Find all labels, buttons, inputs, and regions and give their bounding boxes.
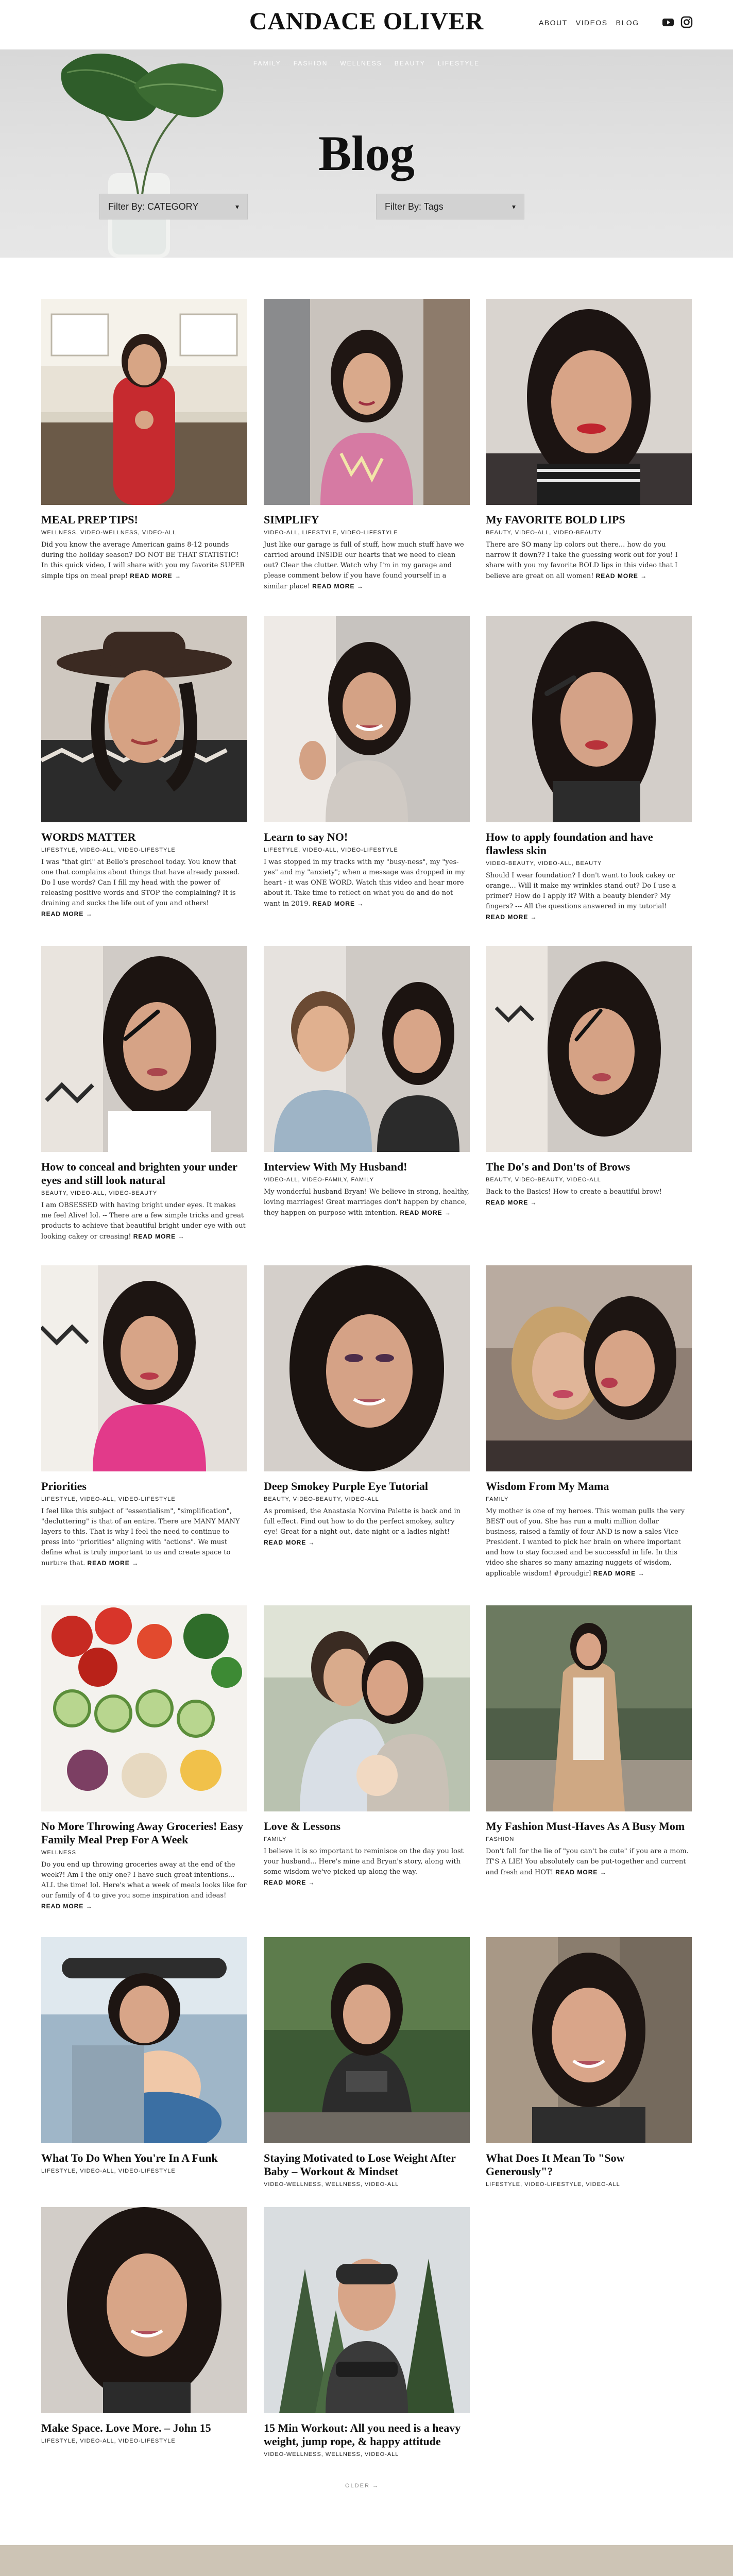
blog-post-card[interactable] — [41, 1605, 247, 1912]
post-tags: VIDEO-ALL, VIDEO-FAMILY, FAMILY — [264, 1177, 374, 1183]
post-excerpt — [486, 1187, 692, 1208]
read-more-link[interactable]: READ MORE → — [593, 1570, 645, 1577]
post-title[interactable]: MEAL PREP TIPS! — [41, 513, 138, 526]
post-excerpt — [486, 540, 692, 582]
post-thumbnail[interactable] — [41, 2207, 247, 2413]
post-excerpt — [264, 1846, 470, 1888]
blog-post-card[interactable] — [486, 1605, 692, 1878]
read-more-link[interactable]: READ MORE → — [400, 1209, 451, 1216]
post-excerpt-text: My mother is one of my heroes. This woman pulls the very BEST out of you. She has run a multi million dollar business, raised a family of four AND is now a sales Vice President. I wanted to pick her brain on where important and how to stay focused and be successful in life. In this video she shares so many amazing nuggets of wisdom, applicable wisdom! #proudgirl — [486, 1507, 685, 1578]
hero-cat-lifestyle[interactable]: LIFESTYLE — [437, 60, 480, 67]
post-tags: VIDEO-ALL, LIFESTYLE, VIDEO-LIFESTYLE — [264, 530, 398, 536]
post-image-priorities — [41, 1265, 247, 1471]
post-title[interactable]: Priorities — [41, 1480, 87, 1493]
nav-videos[interactable]: VIDEOS — [575, 19, 608, 27]
post-excerpt-text: As promised, the Anastasia Norvina Palette is back and in full effect. Find out how to do the perfect smokey, sultry eye! Great for a night out, date night or a ladies night! — [264, 1507, 461, 1536]
post-image-brows — [486, 946, 692, 1152]
post-tags: BEAUTY, VIDEO-BEAUTY, VIDEO-ALL — [264, 1496, 379, 1502]
read-more-link[interactable]: READ MORE → — [595, 572, 647, 580]
post-image-motivated — [264, 1937, 470, 2143]
post-image-workout — [264, 2207, 470, 2413]
post-excerpt — [486, 1506, 692, 1579]
post-image-groceries — [41, 1605, 247, 1811]
blog-post-card[interactable] — [41, 1937, 247, 2174]
read-more-link[interactable]: READ MORE → — [133, 1233, 185, 1240]
post-image-husband — [264, 946, 470, 1152]
post-image-funk — [41, 1937, 247, 2143]
post-excerpt-text: I believe it is so important to reminisce on the day you lost your husband... Here's mine and Bryan's story, along with some wisdom we've picked up along the way. — [264, 1848, 464, 1876]
hero-category-nav — [253, 60, 480, 67]
post-tags: LIFESTYLE, VIDEO-ALL, VIDEO-LIFESTYLE — [41, 847, 176, 853]
post-image-foundation — [486, 616, 692, 822]
post-image-love-lessons — [264, 1605, 470, 1811]
blog-post-card[interactable] — [486, 299, 692, 582]
post-image-words-matter — [41, 616, 247, 822]
post-excerpt — [486, 871, 692, 923]
post-title[interactable]: Love & Lessons — [264, 1820, 341, 1833]
post-excerpt — [41, 1860, 247, 1912]
post-tags: VIDEO-WELLNESS, WELLNESS, VIDEO-ALL — [264, 2451, 399, 2458]
youtube-icon[interactable] — [661, 15, 675, 29]
post-tags: WELLNESS, VIDEO-WELLNESS, VIDEO-ALL — [41, 530, 177, 536]
post-image-say-no — [264, 616, 470, 822]
read-more-link[interactable]: READ MORE → — [312, 583, 364, 590]
page-title: Blog — [318, 126, 415, 181]
post-tags: LIFESTYLE, VIDEO-ALL, VIDEO-LIFESTYLE — [41, 2438, 176, 2444]
post-excerpt-text: I was "that girl" at Bello's preschool today. You know that one that complains about things that have already passed. Do I use words? Can I fill my head with the power of releasing positive words and STOP the complaining? It is draining and sucks the life out of you and others! — [41, 858, 240, 907]
post-excerpt-text: There are SO many lip colors out there... how do you narrow it down?? I take the guessing work out for you! I share with you my favorite BOLD lips in this video that I believe are great on all women! — [486, 541, 678, 580]
filter-category-select[interactable] — [99, 194, 248, 219]
read-more-link[interactable]: READ MORE → — [41, 910, 93, 918]
blog-post-card[interactable] — [264, 1605, 470, 1888]
site-footer — [0, 2545, 733, 2576]
post-title[interactable]: Make Space. Love More. – John 15 — [41, 2421, 211, 2434]
blog-post-card[interactable] — [41, 299, 247, 582]
blog-post-card[interactable] — [264, 616, 470, 909]
post-tags: VIDEO-BEAUTY, VIDEO-ALL, BEAUTY — [486, 860, 602, 867]
hero-cat-wellness[interactable]: WELLNESS — [340, 60, 382, 67]
filter-tags-select[interactable] — [376, 194, 524, 219]
post-thumbnail[interactable] — [264, 2207, 470, 2413]
post-title[interactable]: 15 Min Workout: All you need is a heavy weight, jump rope, & happy attitude — [264, 2421, 461, 2448]
older-posts-link[interactable]: OLDER → — [345, 2483, 379, 2489]
blog-post-card[interactable] — [486, 616, 692, 923]
post-thumbnail[interactable] — [264, 1937, 470, 2143]
post-title[interactable]: Wisdom From My Mama — [486, 1480, 609, 1493]
post-title[interactable]: What Does It Mean To "Sow Generously"? — [486, 2151, 625, 2178]
read-more-link[interactable]: READ MORE → — [264, 1539, 315, 1546]
post-thumbnail[interactable] — [486, 616, 692, 822]
post-thumbnail[interactable] — [41, 299, 247, 505]
post-title[interactable]: Staying Motivated to Lose Weight After Baby – Workout & Mindset — [264, 2151, 456, 2178]
blog-post-card[interactable] — [41, 1265, 247, 1569]
post-title[interactable]: Deep Smokey Purple Eye Tutorial — [264, 1480, 429, 1493]
post-excerpt — [264, 540, 470, 592]
post-excerpt-text: Back to the Basics! How to create a beautiful brow! — [486, 1188, 662, 1196]
plant-vase-image — [46, 49, 232, 258]
post-tags: LIFESTYLE, VIDEO-ALL, VIDEO-LIFESTYLE — [264, 847, 398, 853]
post-title[interactable]: WORDS MATTER — [41, 831, 136, 843]
post-tags: FASHION — [486, 1836, 515, 1842]
post-excerpt — [41, 1200, 247, 1242]
post-image-fashion — [486, 1605, 692, 1811]
post-image-conceal — [41, 946, 247, 1152]
post-image-smokey-eye — [264, 1265, 470, 1471]
post-thumbnail[interactable] — [264, 946, 470, 1152]
post-tags: FAMILY — [486, 1496, 509, 1502]
post-title[interactable]: How to apply foundation and have flawless skin — [486, 831, 653, 857]
post-tags: LIFESTYLE, VIDEO-ALL, VIDEO-LIFESTYLE — [41, 2168, 176, 2174]
post-title[interactable]: Learn to say NO! — [264, 831, 348, 843]
blog-post-card[interactable] — [264, 1265, 470, 1548]
post-thumbnail[interactable] — [486, 1265, 692, 1471]
post-thumbnail[interactable] — [41, 1265, 247, 1471]
blog-post-card[interactable] — [41, 946, 247, 1242]
nav-blog[interactable]: BLOG — [616, 19, 639, 27]
post-tags: BEAUTY, VIDEO-ALL, VIDEO-BEAUTY — [486, 530, 602, 536]
post-title[interactable]: My Fashion Must-Haves As A Busy Mom — [486, 1820, 685, 1833]
blog-post-card[interactable] — [264, 2207, 470, 2458]
post-image-simplify — [264, 299, 470, 505]
post-title[interactable]: SIMPLIFY — [264, 513, 319, 526]
post-excerpt — [264, 857, 470, 909]
post-excerpt-text: I am OBSESSED with having bright under eyes. It makes me feel Alive! lol. -- There are a few simple tricks and great products to achieve that beautiful bright under eye with out looking cakey or creasing! — [41, 1201, 246, 1241]
nav-about[interactable]: ABOUT — [539, 19, 568, 27]
post-excerpt-text: My wonderful husband Bryan! We believe in strong, healthy, loving marriages! Great marriages don't happen by chance, they happen on purpose with intention. — [264, 1188, 469, 1217]
blog-post-card[interactable] — [486, 1937, 692, 2188]
read-more-link[interactable]: READ MORE → — [312, 900, 364, 907]
read-more-link[interactable]: READ MORE → — [555, 1869, 607, 1876]
post-excerpt-text: Just like our garage is full of stuff, how much stuff have we carried around INSIDE our hearts that we need to clean out? Clear the clutter. Watch why I'm in my garage and please comment below if you have found yourself in a similar place! — [264, 541, 464, 590]
read-more-link[interactable]: READ MORE → — [486, 913, 537, 921]
post-thumbnail[interactable] — [41, 1605, 247, 1811]
hero-cat-beauty[interactable]: BEAUTY — [394, 60, 425, 67]
post-title[interactable]: My FAVORITE BOLD LIPS — [486, 513, 625, 526]
hero-cat-fashion[interactable]: FASHION — [293, 60, 328, 67]
filter-category-label: Filter By: CATEGORY — [108, 201, 199, 212]
post-excerpt — [41, 857, 247, 920]
post-excerpt-text: I was stopped in my tracks with my "busy-ness", my "yes-yes" and my "anxiety"; when a message was dropped in my heart - it was ONE WORD. Watch this video and hear more about it. Take time to reflect on what you do and do not want in 2019. — [264, 858, 465, 908]
post-thumbnail[interactable] — [264, 1605, 470, 1811]
post-excerpt-text: Did you know the average American gains 8-12 pounds during the holiday season? DO NOT BE THAT STATISTIC! In this quick video, I will share with you my favorite SUPER simple tips on meal prep! — [41, 541, 245, 580]
post-excerpt — [486, 1846, 692, 1878]
post-thumbnail[interactable] — [486, 299, 692, 505]
post-image-mama — [486, 1265, 692, 1471]
post-thumbnail[interactable] — [41, 616, 247, 822]
post-thumbnail[interactable] — [486, 946, 692, 1152]
read-more-link[interactable]: READ MORE → — [264, 1879, 315, 1886]
social-links — [661, 15, 693, 29]
post-thumbnail[interactable] — [41, 946, 247, 1152]
read-more-link[interactable]: READ MORE → — [130, 572, 181, 580]
post-excerpt-text: Should I wear foundation? I don't want to look cakey or orange... Will it make my wrinkles stand out? Do I use a primer? How do I apply it? With a beauty blender? My fingers? --- All the questions answered in my tutorial! — [486, 872, 676, 910]
blog-hero — [0, 49, 733, 258]
post-title[interactable]: The Do's and Don'ts of Brows — [486, 1160, 630, 1173]
top-nav — [539, 19, 639, 27]
instagram-icon[interactable] — [680, 15, 693, 29]
post-thumbnail[interactable] — [486, 1605, 692, 1811]
post-excerpt-text: I feel like this subject of "essentialism", "simplification", "decluttering" is that of an entire. There are MANY MANY layers to this. That is why I feel the need to continue to press into "priorities" aligning with "actions". We must define what is truly important to us and create space to nurture that. — [41, 1507, 240, 1567]
filter-tags-label: Filter By: Tags — [385, 201, 444, 212]
site-logo[interactable]: CANDACE OLIVER — [249, 8, 484, 35]
post-excerpt-text: Don't fall for the lie of "you can't be cute" if you are a mom. IT'S A LIE! You absolutely can be put-together and current and fresh and HOT! — [486, 1848, 689, 1876]
hero-cat-family[interactable]: FAMILY — [253, 60, 281, 67]
blog-post-card[interactable] — [264, 946, 470, 1218]
site-header — [0, 0, 733, 49]
post-image-make-space — [41, 2207, 247, 2413]
post-excerpt — [41, 1506, 247, 1569]
blog-post-card[interactable] — [486, 1265, 692, 1579]
post-excerpt-text: Do you end up throwing groceries away at the end of the week?! Am I the only one? I have such great intentions... ALL the time! lol. Here's what a week of meals looks like for our family of 4 to give you some inspiration and ideas! — [41, 1861, 247, 1900]
post-title[interactable]: Interview With My Husband! — [264, 1160, 407, 1173]
post-tags: WELLNESS — [41, 1850, 76, 1856]
chevron-down-icon: ▾ — [512, 202, 516, 211]
post-thumbnail[interactable] — [41, 1937, 247, 2143]
read-more-link[interactable]: READ MORE → — [486, 1199, 537, 1206]
read-more-link[interactable]: READ MORE → — [87, 1560, 139, 1567]
post-tags: BEAUTY, VIDEO-ALL, VIDEO-BEAUTY — [41, 1190, 158, 1196]
post-excerpt — [264, 1187, 470, 1218]
post-title[interactable]: What To Do When You're In A Funk — [41, 2151, 218, 2164]
chevron-down-icon: ▾ — [235, 202, 239, 211]
blog-post-card[interactable] — [486, 946, 692, 1208]
post-excerpt — [264, 1506, 470, 1548]
read-more-link[interactable]: READ MORE → — [41, 1903, 93, 1910]
blog-post-card[interactable] — [41, 616, 247, 920]
post-tags: BEAUTY, VIDEO-BEAUTY, VIDEO-ALL — [486, 1177, 601, 1183]
post-thumbnail[interactable] — [486, 1937, 692, 2143]
post-title[interactable]: No More Throwing Away Groceries! Easy Family Meal Prep For A Week — [41, 1820, 244, 1846]
post-image-meal-prep — [41, 299, 247, 505]
blog-post-card[interactable] — [264, 1937, 470, 2188]
post-image-sow — [486, 1937, 692, 2143]
post-thumbnail[interactable] — [264, 616, 470, 822]
post-image-bold-lips — [486, 299, 692, 505]
blog-post-card[interactable] — [41, 2207, 247, 2444]
post-thumbnail[interactable] — [264, 299, 470, 505]
post-excerpt — [41, 540, 247, 582]
post-title[interactable]: How to conceal and brighten your under eyes and still look natural — [41, 1160, 237, 1187]
blog-post-card[interactable] — [264, 299, 470, 592]
post-tags: FAMILY — [264, 1836, 287, 1842]
post-tags: LIFESTYLE, VIDEO-LIFESTYLE, VIDEO-ALL — [486, 2181, 620, 2188]
post-thumbnail[interactable] — [264, 1265, 470, 1471]
post-tags: LIFESTYLE, VIDEO-ALL, VIDEO-LIFESTYLE — [41, 1496, 176, 1502]
post-tags: VIDEO-WELLNESS, WELLNESS, VIDEO-ALL — [264, 2181, 399, 2188]
